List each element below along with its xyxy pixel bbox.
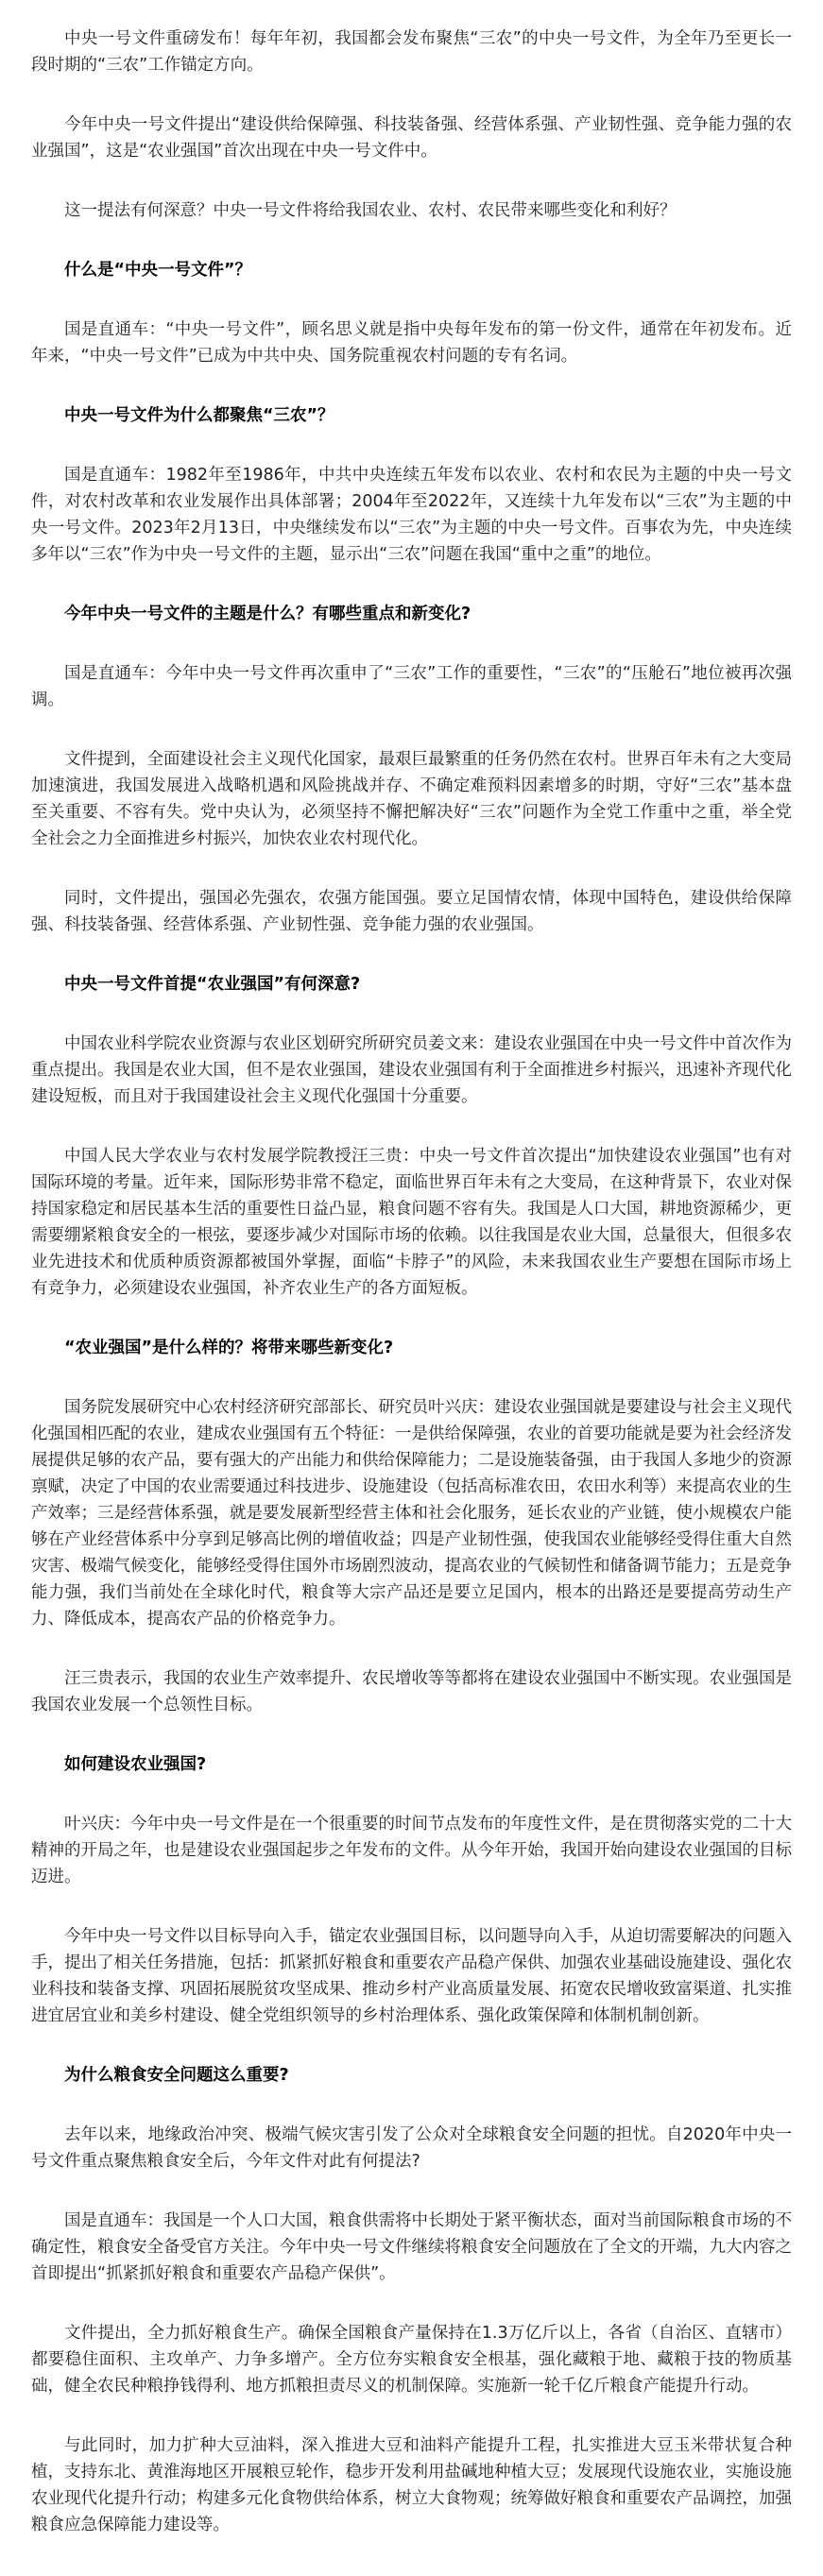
question-heading: “农业强国”是什么样的？将带来哪些新变化? [64, 1339, 394, 1357]
question-heading: 什么是“中央一号文件”？ [64, 261, 252, 280]
question-heading: 中央一号文件为什么都聚焦“三农”？ [64, 406, 334, 425]
paragraph: 今年中央一号文件以目标导向入手，锚定农业强国目标，以问题导向入手，从迫切需要解决的问题入手，提出了相关任务措施，包括：抓紧抓好粮食和重要农产品稳产保供、加强农业基础设施建设、强化农业科技和装备支撑、巩固拓展脱贫攻坚成果、推动乡村产业高质量发展、拓宽农民增收致富渠道、扎实推进宜居宜业和美乡村建设、健全党组织领导的乡村治理体系、强化政策保障和体制机制创新。 [31, 1927, 792, 2025]
paragraph: 这一提法有何深意？中央一号文件将给我国农业、农村、农民带来哪些变化和利好？ [64, 201, 677, 220]
paragraph: 中国农业科学院农业资源与农业区划研究所研究员姜文来：建设农业强国在中央一号文件中首次作为重点提出。我国是农业大国，但不是农业强国，建设农业强国有利于全面推进乡村振兴，迅速补齐现代化建设短板，而且对于我国建设社会主义现代化强国十分重要。 [31, 1034, 792, 1106]
question-heading: 如何建设农业强国? [64, 1755, 207, 1774]
paragraph: 中国人民大学农业与农村发展学院教授汪三贵：中央一号文件首次提出“加快建设农业强国”也有对国际环境的考量。近年来，国际形势非常不稳定，面临世界百年未有之大变局，在这种背景下，农业对保持国家稳定和居民基本生活的重要性日益凸显，粮食问题不容有失。我国是人口大国，耕地资源稀少，更需要绷紧粮食安全的一根弦，要逐步减少对国际市场的依赖。以往我国是农业大国，总量很大，但很多农业先进技术和优质种质资源都被国外掌握，面临“卡脖子”的风险，未来我国农业生产要想在国际市场上有竞争力，必须建设农业强国，补齐农业生产的各方面短板。 [31, 1147, 792, 1298]
paragraph: 国是直通车：1982年至1986年，中共中央连续五年发布以农业、农村和农民为主题的中央一号文件，对农村改革和农业发展作出具体部署；2004年至2022年，又连续十九年发布以“三农”为主题的中央一号文件。2023年2月13日，中央继续发布以“三农”为主题的中央一号文件。百事农为先，中央连续多年以“三农”作为中央一号文件的主题，显示出“三农”问题在我国“重中之重”的地位。 [31, 466, 792, 564]
paragraph: 文件提出，全力抓好粮食生产。确保全国粮食产量保持在1.3万亿斤以上，各省（自治区、直辖市）都要稳住面积、主攻单产、力争多增产。全方位夯实粮食安全根基，强化藏粮于地、藏粮于技的物质基础，健全农民种粮挣钱得利、地方抓粮担责尽义的机制保障。实施新一轮千亿斤粮食产能提升行动。 [31, 2324, 792, 2396]
question-heading: 为什么粮食安全问题这么重要? [64, 2066, 289, 2085]
paragraph: 汪三贵表示，我国的农业生产效率提升、农民增收等等都将在建设农业强国中不断实现。农业强国是我国农业发展一个总领性目标。 [31, 1669, 792, 1714]
paragraph: 与此同时，加力扩种大豆油料，深入推进大豆和油料产能提升工程，扎实推进大豆玉米带状复合种植，支持东北、黄淮海地区开展粮豆轮作，稳步开发利用盐碱地种植大豆；发展现代设施农业，实施设施农业现代化提升行动；构建多元化食物供给体系，树立大食物观；统筹做好粮食和重要农产品调控，加强粮食应急保障能力建设等。 [31, 2436, 792, 2534]
paragraph: 文件提到，全面建设社会主义现代化国家，最艰巨最繁重的任务仍然在农村。世界百年未有之大变局加速演进，我国发展进入战略机遇和风险挑战并存、不确定难预料因素增多的时期，守好“三农”基本盘至关重要、不容有失。党中央认为，必须坚持不懈把解决好“三农”问题作为全党工作重中之重，举全党全社会之力全面推进乡村振兴，加快农业农村现代化。 [31, 750, 792, 848]
paragraph: 去年以来，地缘政治冲突、极端气候灾害引发了公众对全球粮食安全问题的担忧。自2020年中央一号文件重点聚焦粮食安全后，今年文件对此有何提法? [31, 2125, 792, 2171]
question-heading: 今年中央一号文件的主题是什么？有哪些重点和新变化? [64, 605, 472, 623]
paragraph: 今年中央一号文件提出“建设供给保障强、科技装备强、经营体系强、产业韧性强、竞争能力强的农业强国”，这是“农业强国”首次出现在中央一号文件中。 [31, 115, 792, 161]
paragraph: 同时，文件提出，强国必先强农，农强方能国强。要立足国情农情，体现中国特色，建设供给保障强、科技装备强、经营体系强、产业韧性强、竞争能力强的农业强国。 [31, 889, 792, 934]
paragraph: 叶兴庆：今年中央一号文件是在一个很重要的时间节点发布的年度性文件，是在贯彻落实党的二十大精神的开局之年，也是建设农业强国起步之年发布的文件。从今年开始，我国开始向建设农业强国的目标迈进。 [31, 1815, 792, 1886]
paragraph: 国是直通车：今年中央一号文件再次重申了“三农”工作的重要性，“三农”的“压舱石”地位被再次强调。 [31, 664, 792, 709]
paragraph: 国是直通车：我国是一个人口大国，粮食供需将中长期处于紧平衡状态，面对当前国际粮食市场的不确定性，粮食安全备受官方关注。今年中央一号文件继续将粮食安全问题放在了全文的开端，九大内容之首即提出“抓紧抓好粮食和重要农产品稳产保供”。 [31, 2211, 792, 2283]
paragraph: 国是直通车：“中央一号文件”，顾名思义就是指中央每年发布的第一份文件，通常在年初发布。近年来，“中央一号文件”已成为中共中央、国务院重视农村问题的专有名词。 [31, 320, 792, 366]
question-heading: 中央一号文件首提“农业强国”有何深意? [64, 975, 361, 994]
paragraph: 国务院发展研究中心农村经济研究部部长、研究员叶兴庆：建设农业强国就是要建设与社会主义现代化强国相匹配的农业，建成农业强国有五个特征：一是供给保障强，农业的首要功能就是要为社会经济发展提供足够的农产品，要有强大的产出能力和供给保障能力；二是设施装备强，由于我国人多地少的资源禀赋，决定了中国的农业需要通过科技进步、设施建设（包括高标准农田，农田水利等）来提高农业的生产效率；三是经营体系强，就是要发展新型经营主体和社会化服务，延长农业的产业链，使小规模农户能够在产业经营体系中分享到足够高比例的增值收益；四是产业韧性强，使我国农业能够经受得住重大自然灾害、极端气候变化，能够经受得住国外市场剧烈波动，提高农业的气候韧性和储备调节能力；五是竞争能力强，我们当前处在全球化时代，粮食等大宗产品还是要立足国内，根本的出路还是要提高劳动生产力、降低成本，提高农产品的价格竞争力。 [31, 1398, 792, 1629]
paragraph: 中央一号文件重磅发布！每年年初，我国都会发布聚焦“三农”的中央一号文件，为全年乃至更长一段时期的“三农”工作锚定方向。 [31, 29, 792, 75]
